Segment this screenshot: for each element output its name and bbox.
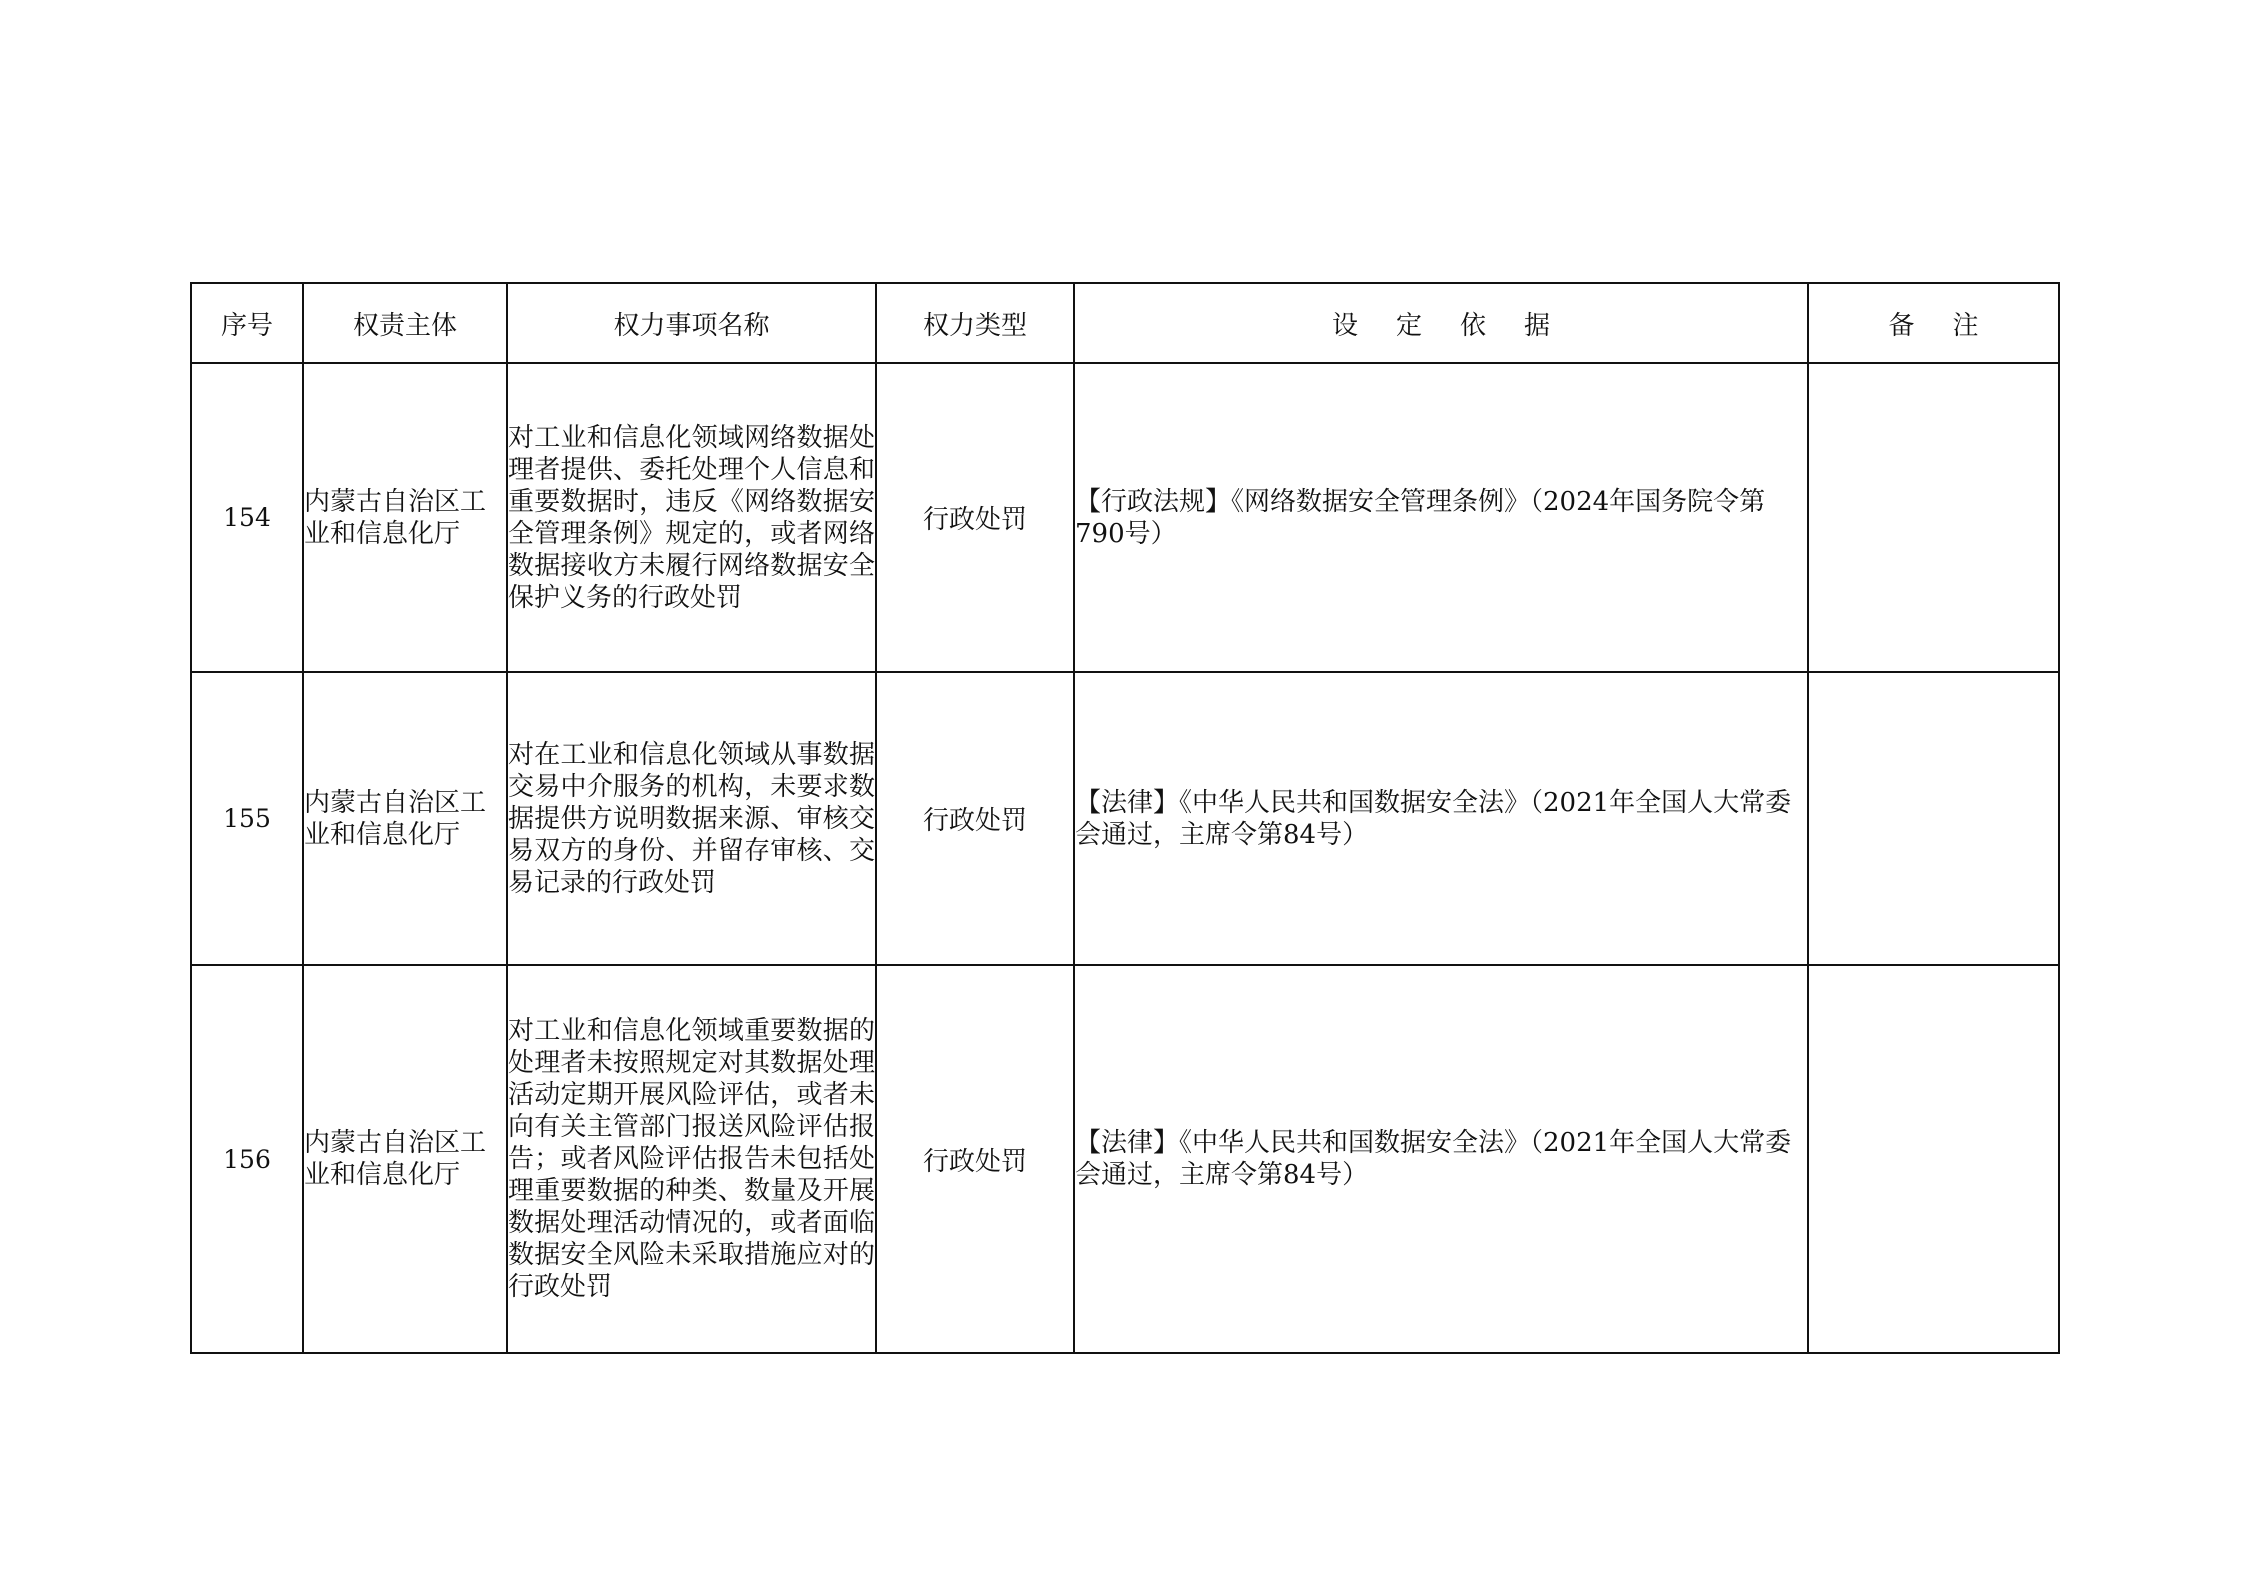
cell-name: 对在工业和信息化领域从事数据交易中介服务的机构，未要求数据提供方说明数据来源、审核交易双方的身份、并留存审核、交易记录的行政处罚 bbox=[507, 672, 876, 965]
header-type: 权力类型 bbox=[876, 283, 1074, 363]
power-list-table bbox=[190, 282, 2060, 1354]
table-header-row bbox=[191, 283, 2059, 363]
cell-num: 154 bbox=[191, 363, 303, 672]
table-row bbox=[191, 672, 2059, 965]
cell-basis: 【法律】《中华人民共和国数据安全法》（2021年全国人大常委会通过，主席令第84号） bbox=[1074, 672, 1808, 965]
cell-subject: 内蒙古自治区工业和信息化厅 bbox=[303, 363, 507, 672]
cell-type: 行政处罚 bbox=[876, 965, 1074, 1353]
header-name: 权力事项名称 bbox=[507, 283, 876, 363]
cell-num: 155 bbox=[191, 672, 303, 965]
header-note-label: 备注 bbox=[1888, 310, 2017, 341]
cell-basis: 【法律】《中华人民共和国数据安全法》（2021年全国人大常委会通过，主席令第84号） bbox=[1074, 965, 1808, 1353]
cell-note bbox=[1808, 965, 2059, 1353]
table-row bbox=[191, 965, 2059, 1353]
cell-type: 行政处罚 bbox=[876, 672, 1074, 965]
header-basis-label: 设定依据 bbox=[1331, 310, 1588, 341]
header-basis bbox=[1074, 283, 1808, 363]
header-num: 序号 bbox=[191, 283, 303, 363]
header-subject: 权责主体 bbox=[303, 283, 507, 363]
cell-name: 对工业和信息化领域重要数据的处理者未按照规定对其数据处理活动定期开展风险评估，或者未向有关主管部门报送风险评估报告；或者风险评估报告未包括处理重要数据的种类、数量及开展数据处理活动情况的，或者面临数据安全风险未采取措施应对的行政处罚 bbox=[507, 965, 876, 1353]
cell-type: 行政处罚 bbox=[876, 363, 1074, 672]
cell-subject: 内蒙古自治区工业和信息化厅 bbox=[303, 672, 507, 965]
table-row bbox=[191, 363, 2059, 672]
cell-subject: 内蒙古自治区工业和信息化厅 bbox=[303, 965, 507, 1353]
cell-basis: 【行政法规】《网络数据安全管理条例》（2024年国务院令第790号） bbox=[1074, 363, 1808, 672]
cell-num: 156 bbox=[191, 965, 303, 1353]
cell-note bbox=[1808, 363, 2059, 672]
cell-note bbox=[1808, 672, 2059, 965]
header-note bbox=[1808, 283, 2059, 363]
cell-name: 对工业和信息化领域网络数据处理者提供、委托处理个人信息和重要数据时，违反《网络数据安全管理条例》规定的，或者网络数据接收方未履行网络数据安全保护义务的行政处罚 bbox=[507, 363, 876, 672]
